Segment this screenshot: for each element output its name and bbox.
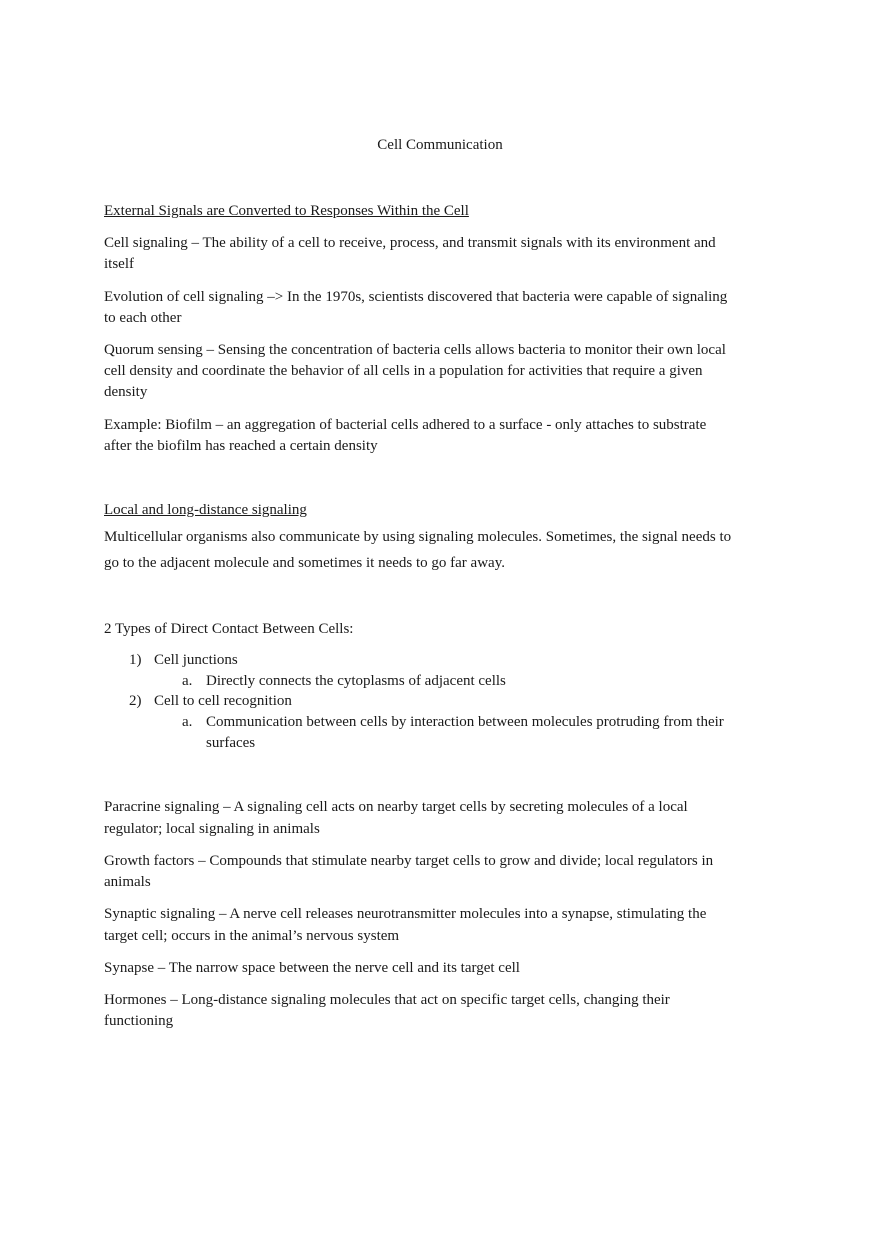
definition-synaptic-line1: Synaptic signaling – A nerve cell releases neurotransmitter molecules into a synapse, stimulating the [104, 906, 707, 922]
list-number: 2) [129, 693, 142, 709]
paragraph-cell-signaling-line2: itself [104, 256, 134, 272]
paragraph-multicellular-line1: Multicellular organisms also communicate by using signaling molecules. Sometimes, the signal needs to [104, 529, 732, 545]
page-title: Cell Communication [377, 137, 503, 153]
paragraph-evolution-line2: to each other [104, 310, 182, 326]
definition-growth-factors-line1: Growth factors – Compounds that stimulate nearby target cells to grow and divide; local regulators in [104, 853, 714, 869]
contact-intro: 2 Types of Direct Contact Between Cells: [104, 621, 354, 637]
paragraph-multicellular-line2: go to the adjacent molecule and sometimes it needs to go far away. [104, 555, 505, 571]
sublist-item-text: Directly connects the cytoplasms of adjacent cells [206, 673, 506, 689]
definition-synaptic-line2: target cell; occurs in the animal’s nervous system [104, 928, 400, 944]
section-heading-external-signals: External Signals are Converted to Responses Within the Cell [104, 203, 469, 219]
section-heading-local-signaling: Local and long-distance signaling [104, 502, 307, 518]
definition-paracrine-line2: regulator; local signaling in animals [104, 821, 320, 837]
paragraph-biofilm-line2: after the biofilm has reached a certain density [104, 438, 378, 454]
definition-synapse: Synapse – The narrow space between the nerve cell and its target cell [104, 960, 520, 976]
paragraph-cell-signaling-line1: Cell signaling – The ability of a cell to receive, process, and transmit signals with its environment and [104, 235, 716, 251]
definition-hormones-line1: Hormones – Long-distance signaling molecules that act on specific target cells, changing their [104, 992, 670, 1008]
sublist-letter: a. [182, 714, 193, 730]
sublist-letter: a. [182, 673, 193, 689]
definition-growth-factors-line2: animals [104, 874, 151, 890]
sublist-item-text-continued: surfaces [206, 735, 256, 751]
list-item-text: Cell junctions [154, 652, 238, 668]
list-item-text: Cell to cell recognition [154, 693, 292, 709]
paragraph-evolution-line1: Evolution of cell signaling –> In the 1970s, scientists discovered that bacteria were capable of signaling [104, 289, 728, 305]
paragraph-quorum-line2: cell density and coordinate the behavior of all cells in a population for activities that require a given [104, 363, 703, 379]
paragraph-quorum-line1: Quorum sensing – Sensing the concentration of bacteria cells allows bacteria to monitor their own local [104, 342, 726, 358]
paragraph-biofilm-line1: Example: Biofilm – an aggregation of bacterial cells adhered to a surface - only attaches to substrate [104, 417, 707, 433]
paragraph-quorum-line3: density [104, 384, 148, 400]
definition-paracrine-line1: Paracrine signaling – A signaling cell acts on nearby target cells by secreting molecules of a local [104, 799, 688, 815]
definition-hormones-line2: functioning [104, 1013, 174, 1029]
list-number: 1) [129, 652, 142, 668]
sublist-item-text: Communication between cells by interaction between molecules protruding from their [206, 714, 724, 730]
